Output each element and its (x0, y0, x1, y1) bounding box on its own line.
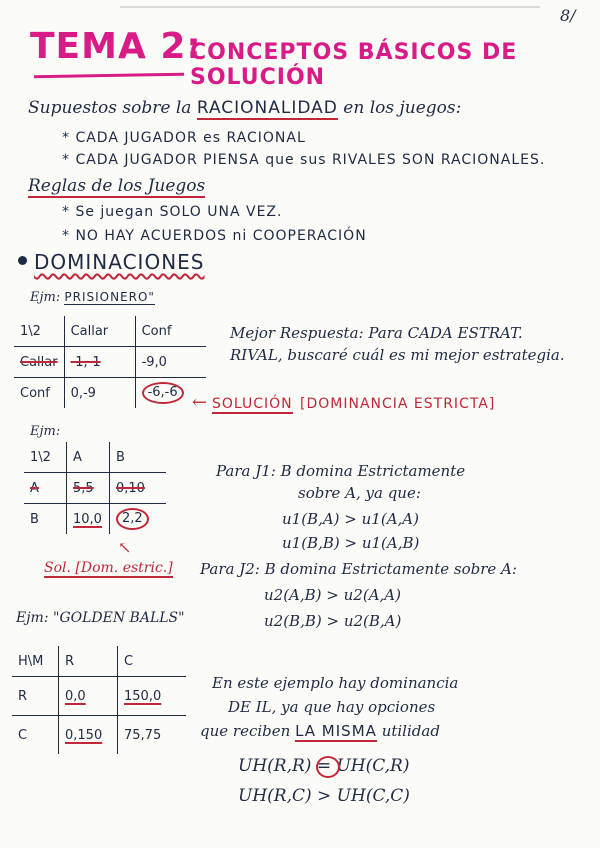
supuestos-heading-pre: Supuestos sobre la (28, 98, 192, 118)
ej3-note-line3-post: utilidad (381, 722, 440, 740)
regla-item-1: * Se juegan SOLO UNA VEZ. (62, 204, 283, 220)
ej1-label-name: PRISIONERO" (64, 290, 155, 304)
ej2-j2-eq1: u2(A,B) > u2(A,A) (264, 586, 401, 604)
ej1-col-header: Callar (64, 316, 135, 347)
ej1-label (30, 290, 155, 305)
solucion-label: SOLUCIÓN (212, 396, 293, 412)
ej2-cell: 10,0 (73, 511, 102, 527)
ej2-row-label: B (24, 504, 67, 535)
supuesto-item-2: * CADA JUGADOR PIENSA que sus RIVALES SON RACIONALES. (62, 152, 546, 168)
ej3-note-line3-pre: que reciben (200, 722, 291, 740)
supuestos-heading-key: RACIONALIDAD (196, 98, 338, 118)
solution-arrow-icon: ← (192, 392, 208, 413)
ej3-note-line3-key: LA MISMA (295, 722, 377, 740)
ej3-note-line1: En este ejemplo hay dominancia (212, 674, 459, 692)
ej3-row-label: R (12, 677, 59, 716)
ej3-col-header: C (118, 646, 187, 677)
page-title: TEMA 2: (30, 26, 202, 67)
ej1-cell: -1,-1 (70, 354, 101, 370)
ej1-payoff-table (14, 316, 206, 408)
ej2-col-header: A (67, 442, 110, 473)
ej2-j1-line1: Para J1: B domina Estrictamente (216, 462, 466, 480)
ej2-j1-eq1: u1(B,A) > u1(A,A) (282, 510, 419, 528)
page-number: 8/ (560, 6, 576, 25)
ej3-note-line2: DE IL, ya que hay opciones (228, 698, 436, 716)
dominaciones-heading: DOMINACIONES (34, 250, 205, 274)
supuestos-heading-post: en los juegos: (343, 98, 462, 118)
ej2-j2-eq2: u2(B,B) > u2(B,A) (264, 612, 402, 630)
bullet-dot (18, 256, 27, 265)
solution-arrow-icon: ↖ (118, 538, 132, 557)
ej1-solution-cell: -6,-6 (142, 382, 184, 404)
ej2-solution-cell: 2,2 (116, 508, 149, 530)
ej1-col-header: Conf (135, 316, 206, 347)
supuestos-heading (28, 98, 461, 118)
ej1-cell: 0,-9 (64, 378, 135, 409)
ej2-label: Ejm: (30, 424, 61, 439)
equality-circle-mark (316, 756, 340, 778)
ej3-cell: 0,0 (65, 688, 86, 704)
ej3-eq2: UH(R,C) > UH(C,C) (238, 786, 410, 806)
supuesto-item-1: * CADA JUGADOR es RACIONAL (62, 130, 306, 146)
ej3-payoff-table (12, 646, 186, 754)
ej3-note-line3 (200, 722, 440, 740)
ej1-cell: -9,0 (135, 347, 206, 378)
ej1-row-label: Callar (20, 354, 58, 370)
ej1-label-pre: Ejm: (30, 290, 61, 305)
ej2-cell: 0,10 (116, 480, 145, 496)
reglas-heading: Reglas de los Juegos (28, 176, 206, 196)
regla-item-2: * NO HAY ACUERDOS ni COOPERACIÓN (62, 228, 367, 244)
ej3-eq1: UH(R,R) = UH(C,R) (238, 756, 410, 776)
solucion-type: [DOMINANCIA ESTRICTA] (300, 396, 496, 412)
best-response-note: Mejor Respuesta: Para CADA ESTRAT. RIVAL, buscaré cuál es mi mejor estrategia. (230, 324, 565, 364)
ej2-payoff-table (24, 442, 166, 534)
page-subtitle: CONCEPTOS BÁSICOS DE SOLUCIÓN (190, 40, 518, 90)
ej2-col-header: B (110, 442, 167, 473)
ej3-col-header: R (59, 646, 118, 677)
ej2-solution-label: Sol. [Dom. estric.] (44, 560, 173, 576)
ej2-cell: 5,5 (73, 480, 94, 496)
ej3-cell: 0,150 (65, 727, 103, 743)
ej2-row-label: A (30, 480, 39, 496)
ej1-corner: 1\2 (14, 316, 64, 347)
ej1-row-label: Conf (14, 378, 64, 409)
ej2-corner: 1\2 (24, 442, 67, 473)
ej2-j1-line2: sobre A, ya que: (298, 484, 421, 502)
ej3-cell: 75,75 (118, 716, 187, 755)
ej3-corner: H\M (12, 646, 59, 677)
ej2-j2-line: Para J2: B domina Estrictamente sobre A: (200, 560, 517, 578)
ej3-cell: 150,0 (124, 688, 162, 704)
title-underline (34, 73, 184, 79)
ej3-row-label: C (12, 716, 59, 755)
top-divider (120, 6, 540, 8)
ej2-j1-eq2: u1(B,B) > u1(A,B) (282, 534, 420, 552)
ej3-label: Ejm: "GOLDEN BALLS" (16, 610, 185, 626)
